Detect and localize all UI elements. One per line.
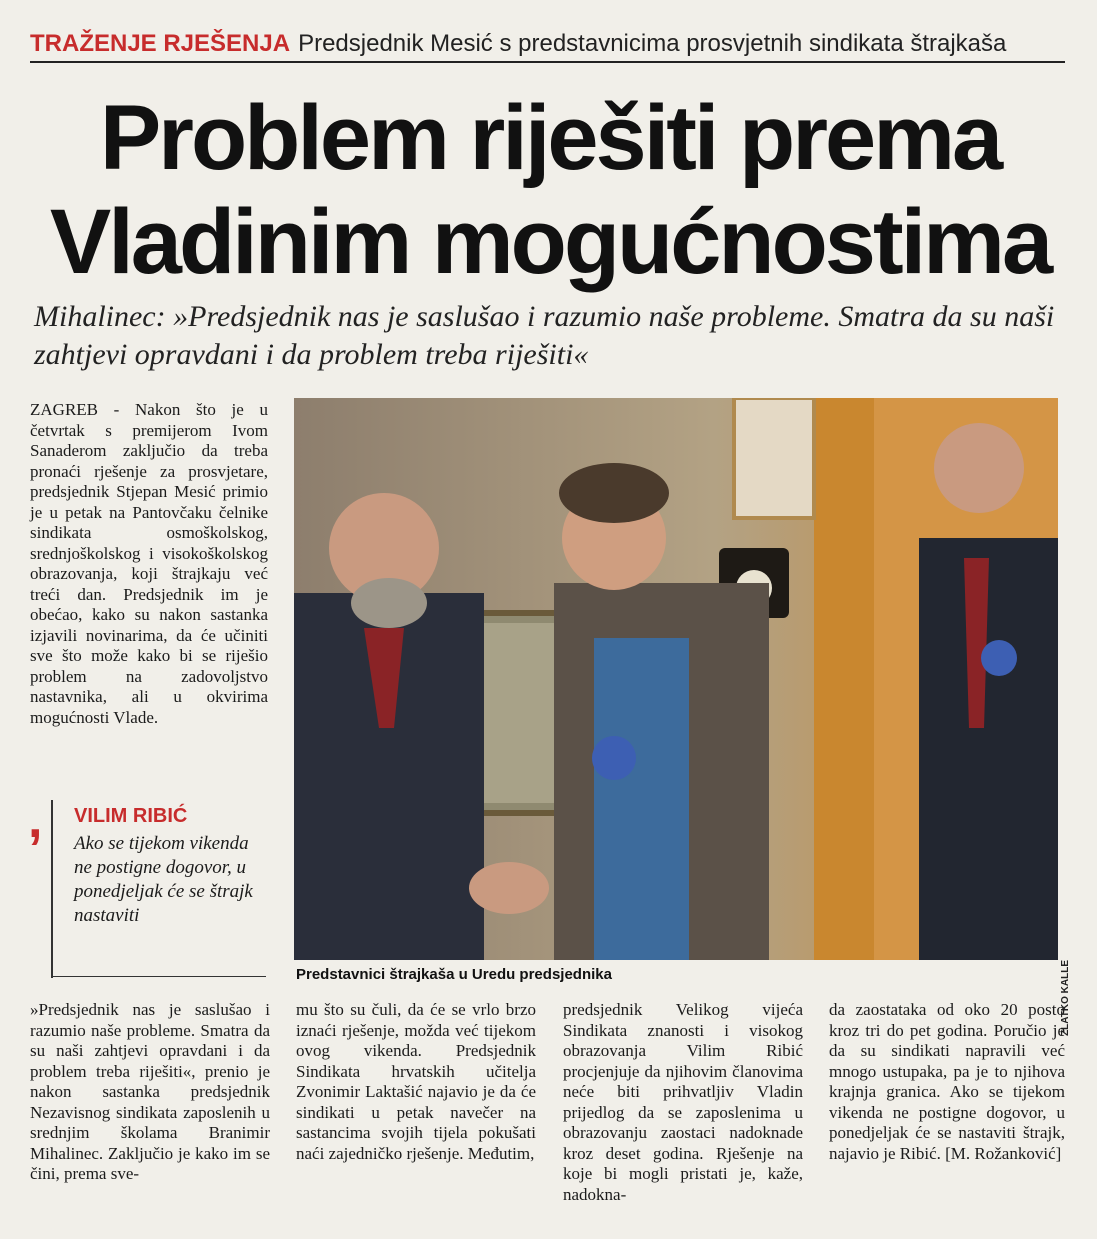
photo-caption: Predstavnici štrajkaša u Uredu predsjednika [296, 966, 612, 983]
body-column-4: da zaostataka od oko 20 posto kroz tri do pet godina. Poručio je da su sindikati napravili već mnogo ustupaka, pa je to njihova krajnja granica. Ako se tijekom vikenda ne postigne dogovor, u ponedjeljak će se nastaviti štrajk, najavio je Ribić. [M. Rožanković] [829, 1000, 1065, 1163]
quote-mark: , [28, 791, 43, 849]
headline: Problem riješiti prema Vladinim mogućnostima [49, 87, 1051, 293]
pullquote-name: VILIM RIBIĆ [74, 805, 188, 827]
kicker [30, 30, 1065, 58]
photo-credit: ZLATKO KALLE [1060, 960, 1071, 1036]
body-column-2: mu što su čuli, da će se vrlo brzo iznaći rješenje, možda već tijekom ovog vikenda. Predsjednik Sindikata hrvatskih učitelja Zvonimir Laktašić najavio je da će sindikati u petak navečer na sastancima svojih tijela pokušati naći zajedničko rješenje. Međutim, [296, 1000, 536, 1163]
body-column-1: »Predsjednik nas je saslušao i razumio naše probleme. Smatra da su naši zahtjevi opravdani i da problem treba riješiti«, prenio je nakon sastanka predsjednik Nezavisnog sindikata zaposlenih u srednjim školama Branimir Mihalinec. Zaključio je kako im se čini, prema sve- [30, 1000, 270, 1183]
news-photo [294, 398, 1058, 960]
body-column-3: predsjednik Velikog vijeća Sindikata znanosti i visokog obrazovanja Vilim Ribić procjenjuje da njihovim članovima neće biti prihvatljiv Vladin prijedlog da se zaposlenima u obrazovanju zaostaci nadoknade kroz deset godina. Rješenje na koje bi mogli pristati je, kaže, nadokna- [563, 1000, 803, 1204]
deck: Mihalinec: »Predsjednik nas je saslušao i razumio naše probleme. Smatra da su naši zahtjevi opravdani i da problem treba riješiti« [34, 300, 1055, 371]
kicker-subtitle: Predsjednik Mesić s predstavnicima prosvjetnih sindikata štrajkaša [298, 30, 1007, 57]
quote-bottom-rule [51, 976, 266, 977]
photo-illustration [294, 398, 1058, 960]
top-rule [30, 61, 1065, 63]
quote-rule [51, 800, 53, 978]
kicker-tag: TRAŽENJE RJEŠENJA [30, 30, 291, 57]
pullquote-text: Ako se tijekom vikenda ne postigne dogovor, u ponedjeljak će se štrajk nastaviti [74, 833, 253, 926]
lead-paragraph: ZAGREB - Nakon što je u četvrtak s premijerom Ivom Sanaderom zaključio da treba pronaći rješenje za prosvjetare, predsjednik Stjepan Mesić primio je u petak na Pantovčaku čelnike sindikata osmoškolskog, srednjoškolskog i visokoškolskog obrazovanja, koji štrajkaju već treći dan. Predsjednik im je obećao, kako su nakon sastanka izjavili novinarima, da će učiniti sve što može kako bi se riješio problem na zadovoljstvo nastavnika, ali u okvirima mogućnosti Vlade. [30, 400, 268, 727]
